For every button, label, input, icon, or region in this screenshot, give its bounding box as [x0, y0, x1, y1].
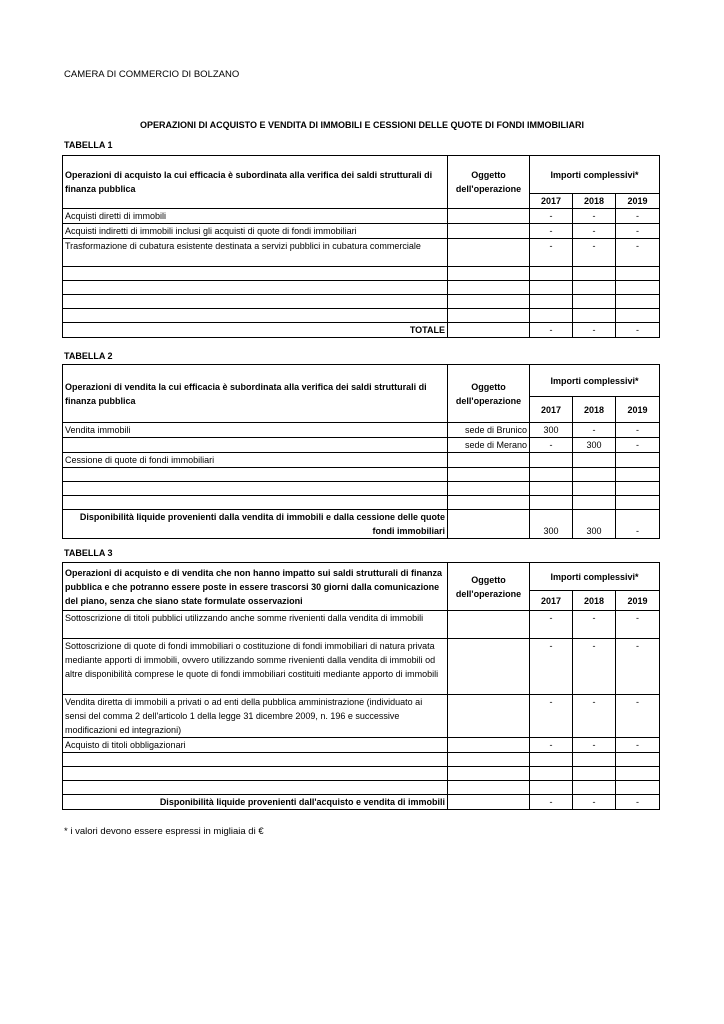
row-object: sede di Brunico — [448, 423, 530, 438]
row-value: - — [530, 611, 573, 639]
row-value: - — [616, 239, 660, 267]
empty-row — [63, 781, 660, 795]
page-title: OPERAZIONI DI ACQUISTO E VENDITA DI IMMOBILI E CESSIONI DELLE QUOTE DI FONDI IMMOBILIARI — [139, 120, 584, 130]
table2-total-row — [63, 510, 660, 539]
table2-importi-header: Importi complessivi* — [530, 365, 660, 397]
table-row — [63, 438, 660, 453]
row-value: - — [530, 738, 573, 753]
row-value: - — [616, 224, 660, 239]
table-row — [63, 453, 660, 468]
row-value: - — [573, 423, 616, 438]
total-value: 300 — [530, 510, 573, 539]
row-desc: Acquisto di titoli obbligazionari — [63, 738, 448, 753]
total-label: TOTALE — [63, 323, 448, 338]
total-value: - — [616, 323, 660, 338]
table3-year-2018: 2018 — [573, 591, 616, 611]
empty-row — [63, 281, 660, 295]
table-row — [63, 611, 660, 639]
table2-year-2019: 2019 — [616, 397, 660, 423]
row-value: - — [573, 239, 616, 267]
table1-oggetto-header: Oggetto dell'operazione — [448, 156, 530, 209]
table1 — [62, 155, 660, 338]
row-value: - — [530, 239, 573, 267]
table3-oggetto-header: Oggetto dell'operazione — [448, 563, 530, 611]
row-value: - — [616, 438, 660, 453]
row-value: - — [616, 611, 660, 639]
header-org: CAMERA DI COMMERCIO DI BOLZANO — [64, 69, 240, 80]
row-value: - — [573, 695, 616, 738]
table3-total-row — [63, 795, 660, 810]
total-value: 300 — [573, 510, 616, 539]
table2-label: TABELLA 2 — [64, 351, 113, 361]
row-desc: Acquisti indiretti di immobili inclusi gli acquisti di quote di fondi immobiliari — [63, 224, 448, 239]
row-value: - — [530, 224, 573, 239]
empty-row — [63, 295, 660, 309]
total-value: - — [616, 510, 660, 539]
row-desc: Sottoscrizione di titoli pubblici utilizzando anche somme rivenienti dalla vendita di immobili — [63, 611, 448, 639]
table-row — [63, 224, 660, 239]
total-value: - — [530, 795, 573, 810]
total-value: - — [573, 795, 616, 810]
row-value: - — [573, 209, 616, 224]
row-value: - — [530, 438, 573, 453]
table3-label: TABELLA 3 — [64, 548, 113, 558]
empty-row — [63, 309, 660, 323]
empty-row — [63, 767, 660, 781]
row-value: 300 — [573, 438, 616, 453]
row-desc: Sottoscrizione di quote di fondi immobiliari o costituzione di fondi immobiliari di natura privata mediante apporti di immobili, ovvero utilizzando somme rivenienti dalla vendita di immobili od altre disponibilità comprese le quote di fondi immobiliari costituiti mediante apporto di immobili — [63, 639, 448, 695]
table3-year-2019: 2019 — [616, 591, 660, 611]
row-value: - — [616, 639, 660, 695]
table1-year-2018: 2018 — [573, 194, 616, 209]
table-row — [63, 738, 660, 753]
row-desc: Cessione di quote di fondi immobiliari — [63, 453, 448, 468]
row-value: - — [573, 611, 616, 639]
table-row — [63, 239, 660, 267]
footnote: * i valori devono essere espressi in migliaia di € — [64, 826, 264, 837]
row-object: sede di Merano — [448, 438, 530, 453]
empty-row — [63, 468, 660, 482]
row-value: - — [616, 209, 660, 224]
table2-year-2017: 2017 — [530, 397, 573, 423]
row-value: - — [573, 224, 616, 239]
table1-year-2019: 2019 — [616, 194, 660, 209]
table3-year-2017: 2017 — [530, 591, 573, 611]
empty-row — [63, 482, 660, 496]
row-desc: Acquisti diretti di immobili — [63, 209, 448, 224]
table-row — [63, 423, 660, 438]
empty-row — [63, 496, 660, 510]
row-value: - — [530, 209, 573, 224]
table1-label: TABELLA 1 — [64, 140, 113, 150]
empty-row — [63, 753, 660, 767]
table2-year-2018: 2018 — [573, 397, 616, 423]
row-desc: Trasformazione di cubatura esistente destinata a servizi pubblici in cubatura commerciale — [63, 239, 448, 267]
row-value: - — [573, 738, 616, 753]
row-value: - — [616, 423, 660, 438]
row-value: - — [573, 639, 616, 695]
total-value: - — [530, 323, 573, 338]
table-row — [63, 695, 660, 738]
total-label: Disponibilità liquide provenienti dall'acquisto e vendita di immobili — [63, 795, 448, 810]
row-desc: Vendita diretta di immobili a privati o ad enti della pubblica amministrazione (individuato ai sensi del comma 2 dell'articolo 1 della legge 31 dicembre 2009, n. 196 e successive modificazioni ed integrazioni) — [63, 695, 448, 738]
table1-total-row — [63, 323, 660, 338]
table2-oggetto-header: Oggetto dell'operazione — [448, 365, 530, 423]
total-label: Disponibilità liquide provenienti dalla vendita di immobili e dalla cessione delle quote fondi immobiliari — [63, 510, 448, 539]
table-row — [63, 209, 660, 224]
row-value: - — [616, 695, 660, 738]
row-value: - — [616, 738, 660, 753]
table-row — [63, 639, 660, 695]
table2-header: Operazioni di vendita la cui efficacia è subordinata alla verifica dei saldi strutturali di finanza pubblica — [63, 365, 448, 423]
row-value: - — [530, 695, 573, 738]
row-value: - — [530, 639, 573, 695]
table2 — [62, 364, 660, 539]
total-value: - — [573, 323, 616, 338]
table3-importi-header: Importi complessivi* — [530, 563, 660, 591]
table1-year-2017: 2017 — [530, 194, 573, 209]
table3-header: Operazioni di acquisto e di vendita che non hanno impatto sui saldi strutturali di finanza pubblica e che potranno essere poste in essere trascorsi 30 giorni dalla comunicazione del piano, senza che siano state formulate osservazioni — [63, 563, 448, 611]
total-value: - — [616, 795, 660, 810]
table3 — [62, 562, 660, 810]
empty-row — [63, 267, 660, 281]
table1-header: Operazioni di acquisto la cui efficacia è subordinata alla verifica dei saldi strutturali di finanza pubblica — [63, 156, 448, 209]
row-desc: Vendita immobili — [63, 423, 448, 438]
table1-importi-header: Importi complessivi* — [530, 156, 660, 194]
row-value: 300 — [530, 423, 573, 438]
